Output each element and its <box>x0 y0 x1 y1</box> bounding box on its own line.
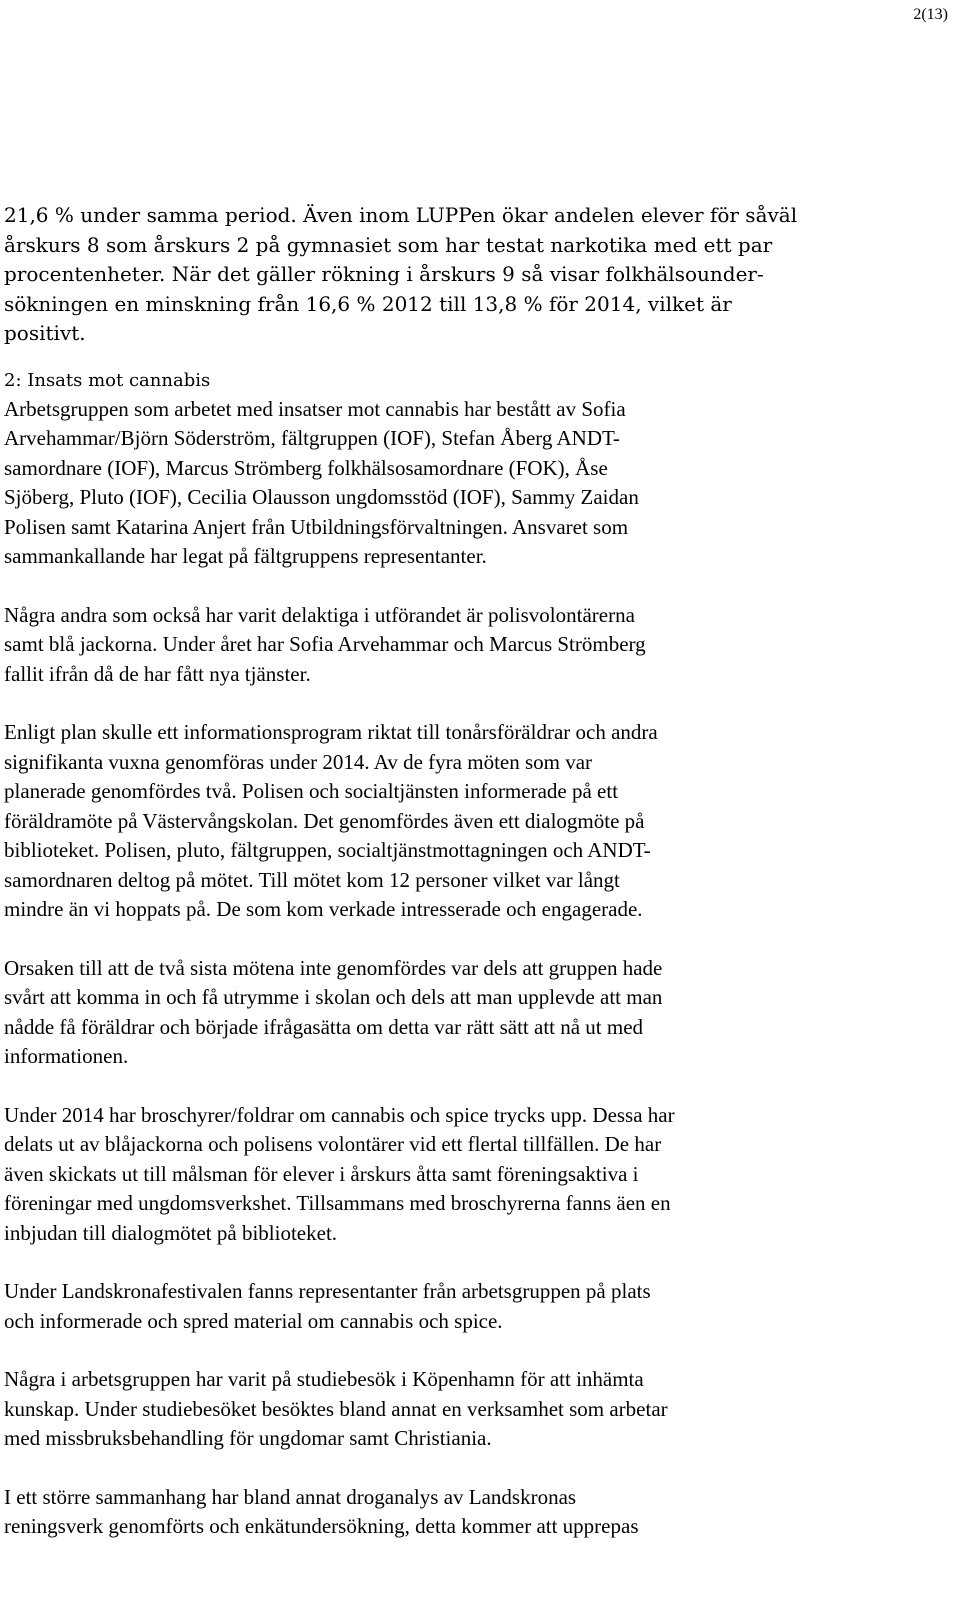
paragraph-information-program: Enligt plan skulle ett informationsprogram riktat till tonårsföräldrar och andra signifikanta vuxna genomföras under 2014. Av de fyra möten som var planerade genomfördes två. Polisen och socialtjänsten informerade på ett föräldramöte på Västervångskolan. Det genomfördes även ett dialogmöte på biblioteket. Polisen, pluto, fältgruppen, socialtjänstmottagningen och ANDT- samordnaren deltog på mötet. Till mötet kom 12 personer vilket var långt mindre än vi hoppats på. De som kom verkade intresserade och engagerade. <box>4 720 658 921</box>
section-heading: 2: Insats mot cannabis <box>4 369 211 391</box>
document-body <box>4 201 834 1542</box>
paragraph-brochures: Under 2014 har broschyrer/foldrar om cannabis och spice trycks upp. Dessa har delats ut av blåjackorna och polisens volontärer vid ett flertal tillfällen. De har även skickats ut till målsman för elever i årskurs åtta samt föreningsaktiva i föreningar med ungdomsverkshet. Tillsammans med broschyrerna fanns äen en inbjudan till dialogmötet på biblioteket. <box>4 1102 675 1245</box>
paragraph-reasons: Orsaken till att de två sista mötena inte genomfördes var dels att gruppen hade svårt att komma in och få utrymme i skolan och dels att man upplevde att man nådde få föräldrar och började ifrågasätta om detta var rätt sätt att nå ut med informationen. <box>4 955 663 1068</box>
paragraph-working-group: Arbetsgruppen som arbetet med insatser mot cannabis har bestått av Sofia Arvehammar/Björn Söderström, fältgruppen (IOF), Stefan Åberg ANDT- samordnare (IOF), Marcus Strömberg folkhälsosamordnare (FOK), Åse Sjöberg, Pluto (IOF), Cecilia Olausson ungdomsstöd (IOF), Sammy Zaidan Polisen samt Katarina Anjert från Utbildningsförvaltningen. Ansvaret som sammankallande har legat på fältgruppens representanter. <box>4 396 639 568</box>
page-number: 2(13) <box>913 6 948 23</box>
paragraph-drug-analysis: I ett större sammanhang har bland annat droganalys av Landskronas reningsverk genomförts och enkätundersökning, detta kommer att upprepas <box>4 1484 639 1538</box>
paragraph-participants: Några andra som också har varit delaktiga i utförandet är polisvolontärerna samt blå jackorna. Under året har Sofia Arvehammar och Marcus Strömberg fallit ifrån då de har fått nya tjänster. <box>4 602 646 686</box>
paragraph-study-visit: Några i arbetsgruppen har varit på studiebesök i Köpenhamn för att inhämta kunskap. Under studiebesöket besöktes bland annat en verksamhet som arbetar med missbruksbehandling för ungdomar samt Christiania. <box>4 1367 668 1450</box>
intro-paragraph: 21,6 % under samma period. Även inom LUPPen ökar andelen elever för såväl årskurs 8 som årskurs 2 på gymnasiet som har testat narkotika med ett par procentenheter. När det gäller rökning i årskurs 9 så visar folkhälsounder- sökningen en minskning från 16,6 % 2012 till 13,8 % för 2014, vilket är positivt. <box>4 203 798 345</box>
paragraph-festival: Under Landskronafestivalen fanns representanter från arbetsgruppen på plats och informerade och spred material om cannabis och spice. <box>4 1279 651 1333</box>
